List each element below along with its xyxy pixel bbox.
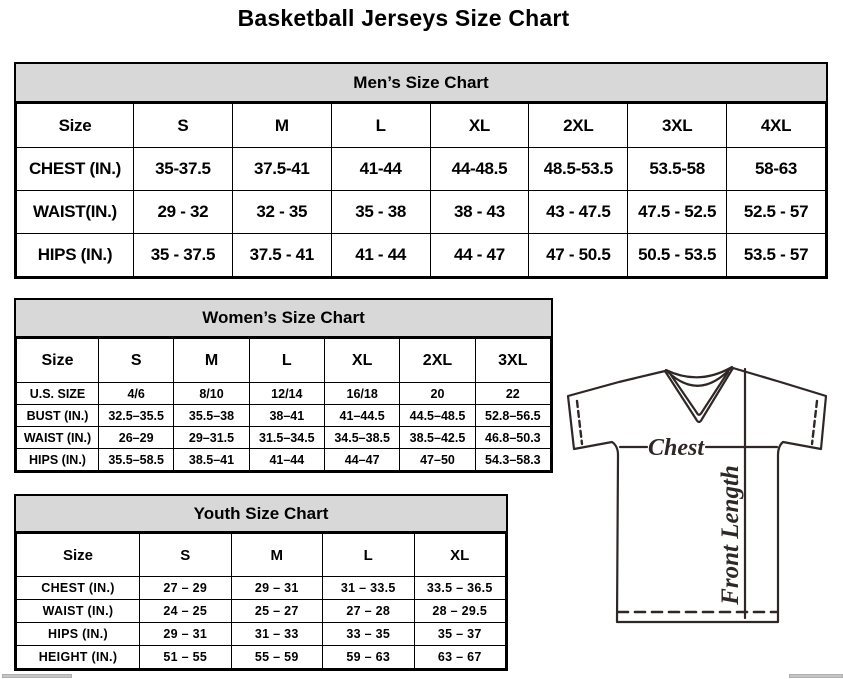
youth-column-header: S: [140, 534, 232, 577]
womens-cell: 52.8–56.5: [475, 405, 550, 427]
mens-column-header: M: [232, 104, 331, 148]
mens-cell: 47 - 50.5: [529, 234, 628, 277]
womens-table-row: [17, 383, 551, 405]
womens-column-header: 2XL: [400, 339, 475, 383]
youth-row-label: HIPS (IN.): [17, 623, 140, 646]
womens-cell: 38.5–42.5: [400, 427, 475, 449]
womens-cell: 44.5–48.5: [400, 405, 475, 427]
womens-row-label: WAIST (IN.): [17, 427, 99, 449]
youth-cell: 25 – 27: [231, 600, 323, 623]
mens-table-row: [17, 234, 826, 277]
youth-cell: 35 – 37: [414, 623, 506, 646]
mens-column-header: Size: [17, 104, 134, 148]
mens-column-header: 4XL: [727, 104, 826, 148]
womens-chart-title: Women’s Size Chart: [16, 300, 551, 338]
youth-cell: 51 – 55: [140, 646, 232, 669]
youth-cell: 27 – 29: [140, 577, 232, 600]
mens-cell: 53.5 - 57: [727, 234, 826, 277]
womens-cell: 20: [400, 383, 475, 405]
youth-cell: 29 – 31: [140, 623, 232, 646]
youth-column-header: M: [231, 534, 323, 577]
womens-column-header: XL: [324, 339, 399, 383]
womens-cell: 44–47: [324, 449, 399, 471]
chest-label: Chest: [647, 435, 705, 461]
mens-cell: 43 - 47.5: [529, 191, 628, 234]
mens-row-label: CHEST (IN.): [17, 148, 134, 191]
womens-column-header: L: [249, 339, 324, 383]
mens-cell: 52.5 - 57: [727, 191, 826, 234]
womens-cell: 46.8–50.3: [475, 427, 550, 449]
mens-column-header: S: [134, 104, 233, 148]
womens-row-label: BUST (IN.): [17, 405, 99, 427]
womens-cell: 41–44: [249, 449, 324, 471]
womens-table-row: [17, 427, 551, 449]
mens-cell: 44 - 47: [430, 234, 529, 277]
mens-chart-title: Men’s Size Chart: [16, 64, 826, 103]
youth-cell: 55 – 59: [231, 646, 323, 669]
mens-cell: 32 - 35: [232, 191, 331, 234]
youth-cell: 27 – 28: [323, 600, 415, 623]
youth-column-header: Size: [17, 534, 140, 577]
womens-table: [16, 338, 551, 471]
youth-table-row: [17, 600, 506, 623]
youth-cell: 29 – 31: [231, 577, 323, 600]
womens-cell: 31.5–34.5: [249, 427, 324, 449]
mens-cell: 44-48.5: [430, 148, 529, 191]
youth-chart-title: Youth Size Chart: [16, 496, 506, 533]
youth-cell: 63 – 67: [414, 646, 506, 669]
page-title: Basketball Jerseys Size Chart: [237, 5, 570, 31]
mens-cell: 41 - 44: [331, 234, 430, 277]
womens-row-label: HIPS (IN.): [17, 449, 99, 471]
womens-table-row: [17, 449, 551, 471]
youth-table-row: [17, 646, 506, 669]
womens-cell: 4/6: [99, 383, 174, 405]
womens-cell: 16/18: [324, 383, 399, 405]
womens-table-row: [17, 405, 551, 427]
mens-header-row: [17, 104, 826, 148]
mens-cell: 47.5 - 52.5: [628, 191, 727, 234]
womens-cell: 47–50: [400, 449, 475, 471]
youth-cell: 24 – 25: [140, 600, 232, 623]
womens-cell: 54.3–58.3: [475, 449, 550, 471]
womens-cell: 12/14: [249, 383, 324, 405]
mens-row-label: WAIST(IN.): [17, 191, 134, 234]
mens-column-header: XL: [430, 104, 529, 148]
womens-cell: 41–44.5: [324, 405, 399, 427]
youth-table-row: [17, 577, 506, 600]
womens-cell: 8/10: [174, 383, 249, 405]
mens-size-chart: [14, 62, 828, 279]
youth-column-header: L: [323, 534, 415, 577]
womens-column-header: 3XL: [475, 339, 550, 383]
mens-table-row: [17, 148, 826, 191]
youth-column-header: XL: [414, 534, 506, 577]
mens-cell: 37.5 - 41: [232, 234, 331, 277]
mens-cell: 53.5-58: [628, 148, 727, 191]
jersey-outline: [568, 368, 826, 622]
youth-row-label: HEIGHT (IN.): [17, 646, 140, 669]
mens-cell: 35 - 38: [331, 191, 430, 234]
mens-cell: 29 - 32: [134, 191, 233, 234]
mens-column-header: 2XL: [529, 104, 628, 148]
womens-column-header: Size: [17, 339, 99, 383]
youth-row-label: CHEST (IN.): [17, 577, 140, 600]
scrollbar-fragment-right[interactable]: [789, 674, 843, 678]
scrollbar-fragment-left[interactable]: [2, 674, 72, 678]
mens-cell: 35-37.5: [134, 148, 233, 191]
womens-cell: 38–41: [249, 405, 324, 427]
youth-table-row: [17, 623, 506, 646]
mens-cell: 41-44: [331, 148, 430, 191]
youth-cell: 33.5 – 36.5: [414, 577, 506, 600]
womens-cell: 26–29: [99, 427, 174, 449]
mens-table: [16, 103, 826, 277]
womens-size-chart: [14, 298, 553, 473]
youth-cell: 31 – 33.5: [323, 577, 415, 600]
womens-column-header: S: [99, 339, 174, 383]
youth-row-label: WAIST (IN.): [17, 600, 140, 623]
mens-cell: 38 - 43: [430, 191, 529, 234]
womens-cell: 22: [475, 383, 550, 405]
youth-cell: 31 – 33: [231, 623, 323, 646]
youth-table: [16, 533, 506, 669]
mens-cell: 58-63: [727, 148, 826, 191]
mens-cell: 50.5 - 53.5: [628, 234, 727, 277]
mens-row-label: HIPS (IN.): [17, 234, 134, 277]
youth-size-chart: [14, 494, 508, 671]
womens-cell: 34.5–38.5: [324, 427, 399, 449]
mens-column-header: 3XL: [628, 104, 727, 148]
mens-column-header: L: [331, 104, 430, 148]
womens-cell: 38.5–41: [174, 449, 249, 471]
jersey-measurement-diagram: [555, 355, 843, 640]
mens-cell: 37.5-41: [232, 148, 331, 191]
youth-header-row: [17, 534, 506, 577]
mens-table-row: [17, 191, 826, 234]
womens-row-label: U.S. SIZE: [17, 383, 99, 405]
womens-cell: 29–31.5: [174, 427, 249, 449]
womens-cell: 35.5–58.5: [99, 449, 174, 471]
youth-cell: 33 – 35: [323, 623, 415, 646]
womens-cell: 32.5–35.5: [99, 405, 174, 427]
mens-cell: 35 - 37.5: [134, 234, 233, 277]
youth-cell: 28 – 29.5: [414, 600, 506, 623]
front-length-label: Front Length: [717, 465, 744, 605]
mens-cell: 48.5-53.5: [529, 148, 628, 191]
womens-cell: 35.5–38: [174, 405, 249, 427]
womens-column-header: M: [174, 339, 249, 383]
womens-header-row: [17, 339, 551, 383]
youth-cell: 59 – 63: [323, 646, 415, 669]
